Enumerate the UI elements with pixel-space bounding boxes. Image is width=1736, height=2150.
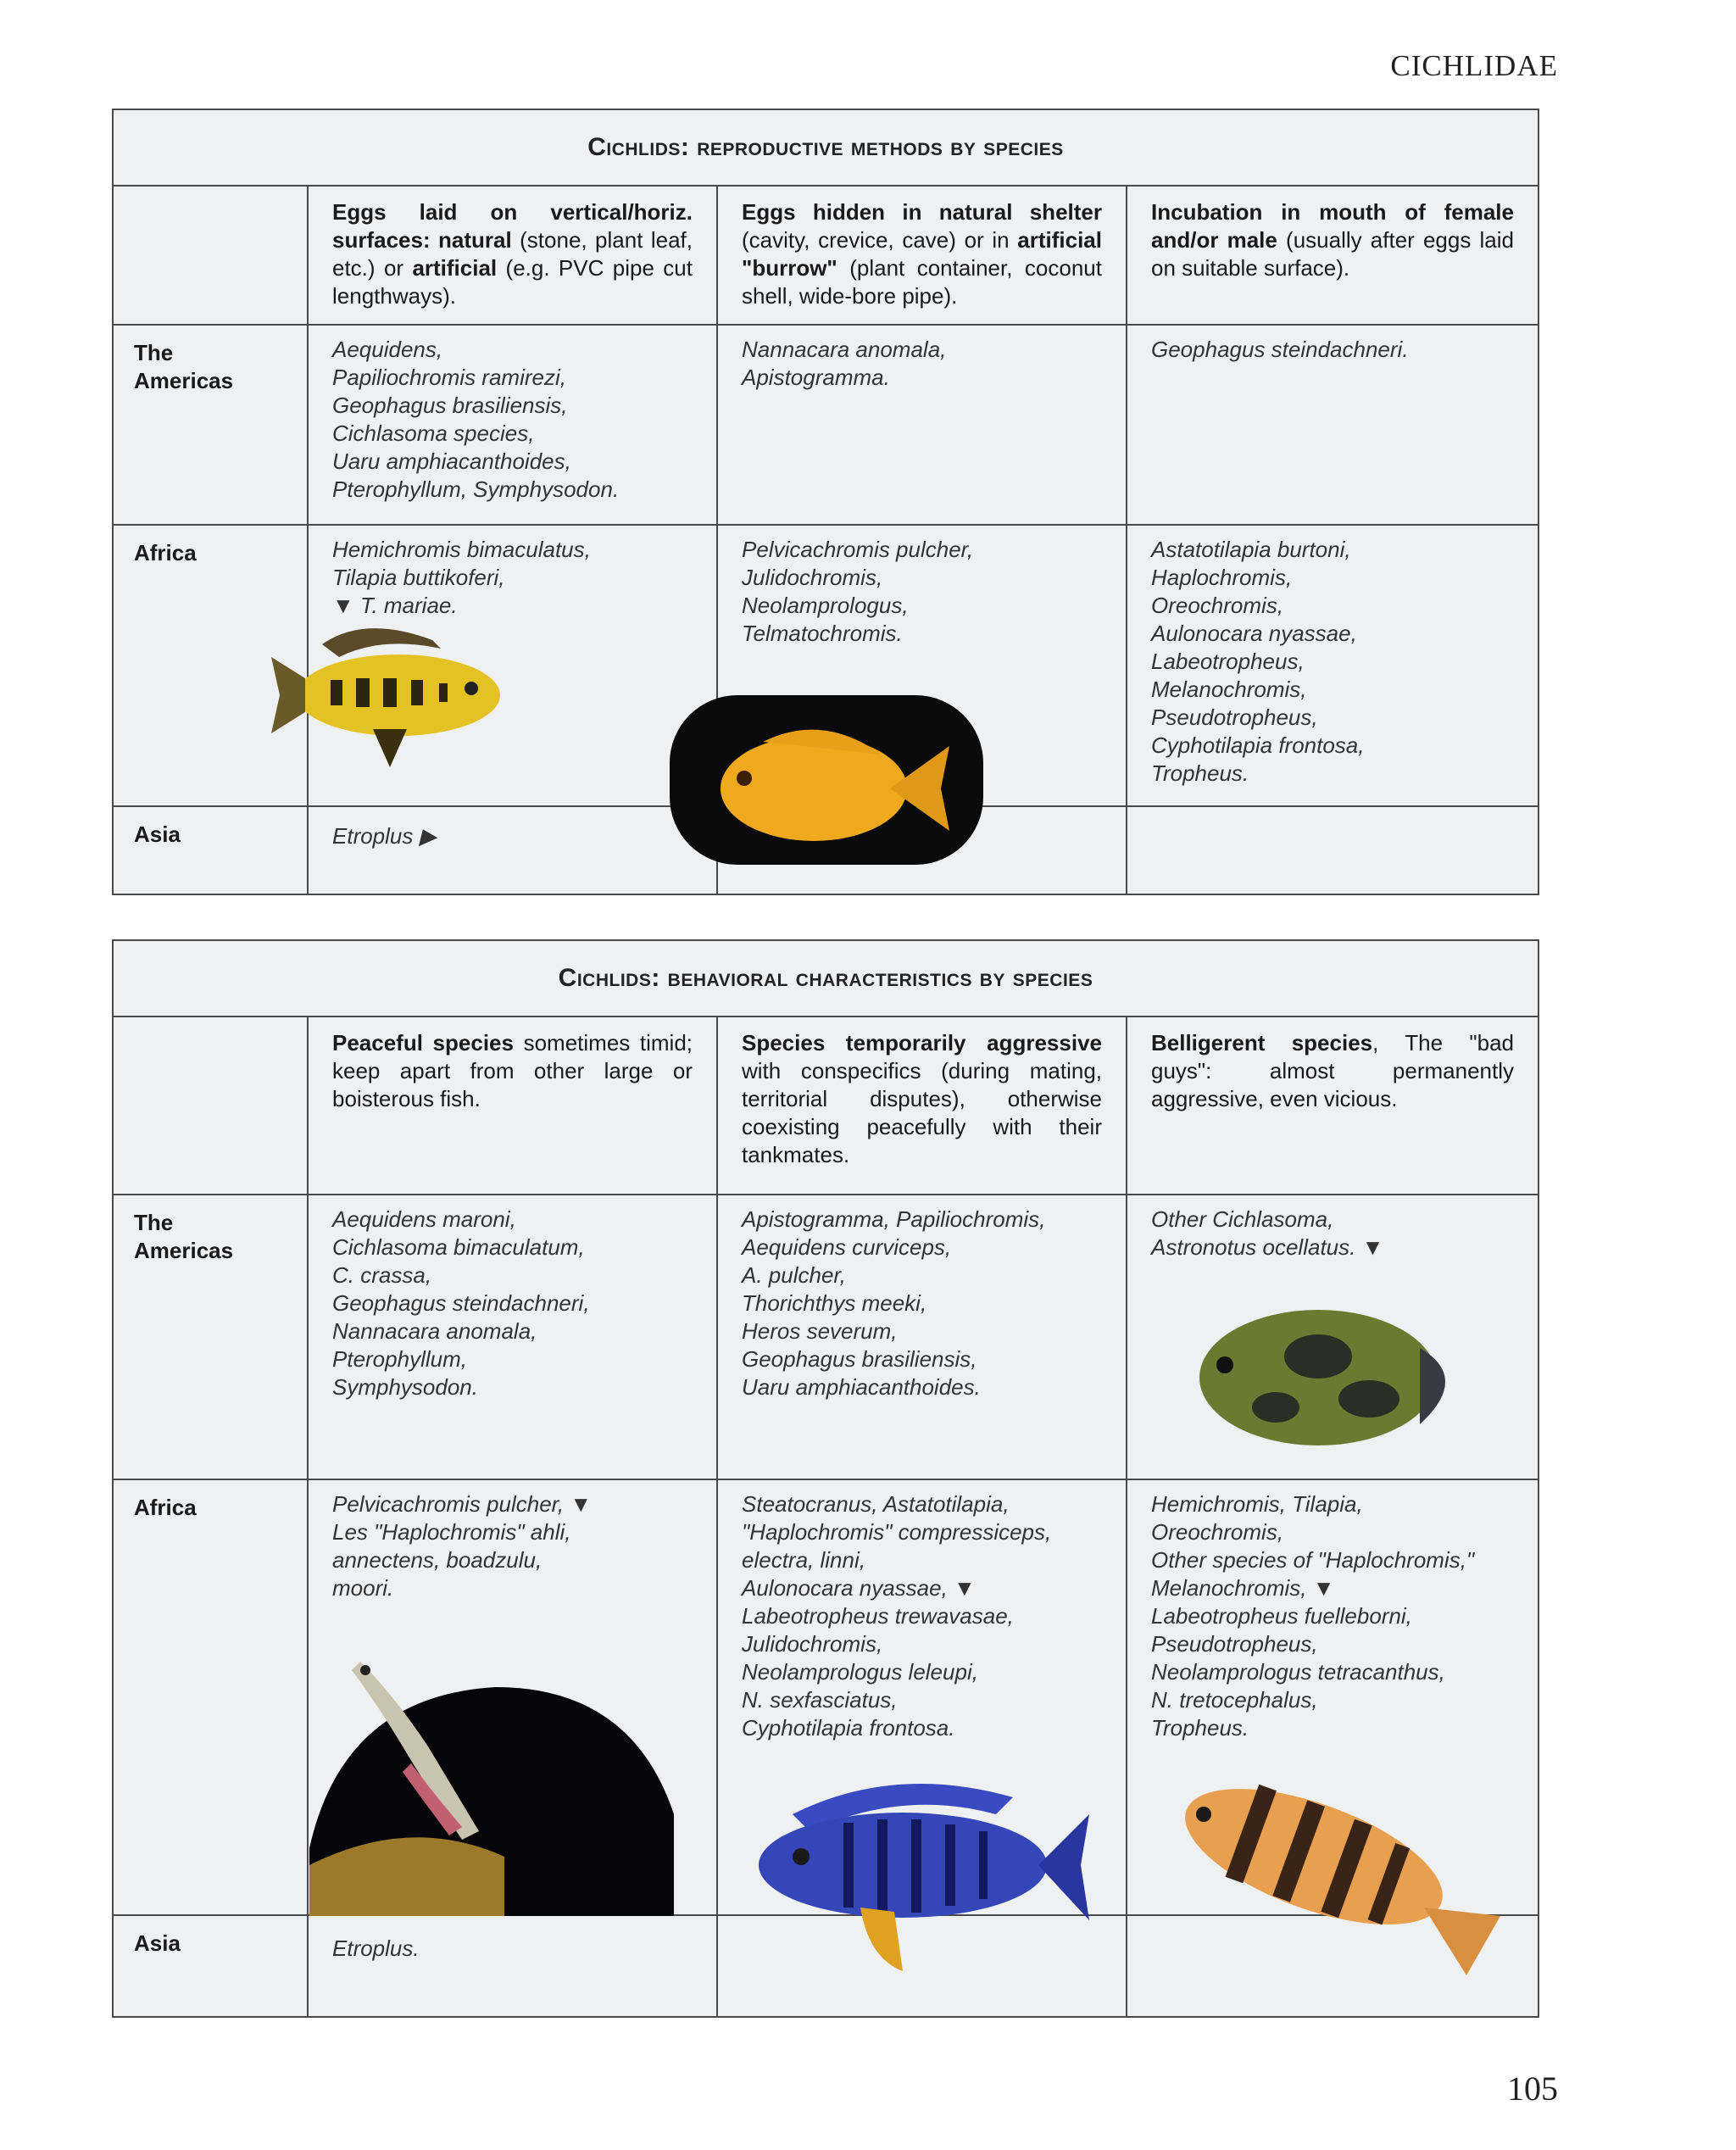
species-name: Oreochromis, bbox=[1151, 593, 1284, 618]
species-name: Astatotilapia burtoni, bbox=[1151, 537, 1351, 562]
region-label-line: Africa bbox=[134, 1495, 197, 1520]
species-list bbox=[309, 807, 718, 894]
species-name: Hemichromis bimaculatus, bbox=[332, 537, 591, 562]
species-list bbox=[309, 1195, 718, 1479]
species-name: N. tretocephalus, bbox=[1151, 1687, 1318, 1713]
species-name: Nannacara anomala, bbox=[742, 337, 947, 362]
region-label bbox=[114, 1916, 309, 2016]
region-label bbox=[114, 807, 309, 894]
species-name: Hemichromis, Tilapia, bbox=[1151, 1491, 1363, 1517]
species-name: Labeotropheus fuelleborni, bbox=[1151, 1603, 1412, 1629]
species-name: Tropheus. bbox=[1151, 760, 1249, 786]
species-list bbox=[309, 1916, 718, 2016]
species-name: Other Cichlasoma, bbox=[1151, 1206, 1334, 1232]
species-name: Thorichthys meeki, bbox=[742, 1290, 927, 1316]
species-name: Geophagus steindachneri, bbox=[332, 1290, 590, 1316]
species-name: Melanochromis, bbox=[1151, 677, 1307, 702]
species-name: Neolamprologus tetracanthus, bbox=[1151, 1659, 1445, 1685]
species-name: Other species of "Haplochromis," bbox=[1151, 1547, 1475, 1573]
species-name: Pelvicachromis pulcher, ▼ bbox=[332, 1491, 593, 1517]
region-label-line: The bbox=[134, 340, 174, 365]
species-name: Apistogramma. bbox=[742, 365, 890, 390]
region-label-line: Americas bbox=[134, 1238, 234, 1263]
species-name: Haplochromis, bbox=[1151, 565, 1293, 590]
blue-peacock-cichlid-photo bbox=[742, 1763, 1089, 1975]
tiger-striped-cichlid-photo bbox=[1170, 1746, 1500, 1984]
region-label-line: Americas bbox=[134, 368, 234, 393]
table-row bbox=[114, 326, 1538, 526]
header-cell-temporarily-aggressive: Species temporarily aggressive with conspecifics (during mating, territorial disputes), otherwise coexisting peacefully with their tankmates. bbox=[718, 1017, 1127, 1194]
species-name: Julidochromis, bbox=[742, 1631, 883, 1657]
species-name: C. crassa, bbox=[332, 1262, 432, 1288]
header-empty-cell bbox=[114, 1017, 309, 1194]
table-header-row bbox=[114, 1017, 1538, 1195]
species-name: Heros severum, bbox=[742, 1318, 898, 1344]
header-cell-shelter: Eggs hidden in natural shelter (cavity, crevice, cave) or in artificial "burrow" (plant container, coconut shell, wide-bore pipe). bbox=[718, 187, 1127, 324]
species-name: Cichlasoma bimaculatum, bbox=[332, 1234, 585, 1260]
species-name: Symphysodon. bbox=[332, 1374, 478, 1400]
species-list bbox=[309, 326, 718, 524]
species-name: Uaru amphiacanthoides, bbox=[332, 448, 571, 474]
species-name: Pterophyllum, Symphysodon. bbox=[332, 476, 620, 502]
species-name: Aulonocara nyassae, ▼ bbox=[742, 1575, 976, 1601]
species-name: Geophagus brasiliensis, bbox=[332, 393, 568, 418]
species-name: Telmatochromis. bbox=[742, 621, 903, 646]
species-name: ▼ T. mariae. bbox=[332, 593, 458, 618]
species-name: Julidochromis, bbox=[742, 565, 883, 590]
species-name: Etroplus ▶ bbox=[332, 823, 437, 849]
species-name: Astronotus ocellatus. ▼ bbox=[1151, 1234, 1384, 1260]
species-name: Pseudotropheus, bbox=[1151, 1631, 1318, 1657]
species-name: Tropheus. bbox=[1151, 1715, 1249, 1741]
oscar-cichlid-photo bbox=[1191, 1297, 1471, 1458]
species-name: Melanochromis, ▼ bbox=[1151, 1575, 1335, 1601]
species-name: Cichlasoma species, bbox=[332, 421, 535, 446]
species-name: electra, linni, bbox=[742, 1547, 865, 1573]
species-name: Nannacara anomala, bbox=[332, 1318, 537, 1344]
species-name: "Haplochromis" compressiceps, bbox=[742, 1519, 1052, 1545]
header-empty-cell bbox=[114, 187, 309, 324]
species-name: Cyphotilapia frontosa. bbox=[742, 1715, 955, 1741]
region-label bbox=[114, 326, 309, 524]
species-name: Pterophyllum, bbox=[332, 1346, 467, 1372]
species-name: Aequidens maroni, bbox=[332, 1206, 516, 1232]
header-cell-mouthbrooding: Incubation in mouth of female and/or male (usually after eggs laid on suitable surface). bbox=[1151, 199, 1514, 281]
species-name: Aequidens, bbox=[332, 337, 443, 362]
species-list bbox=[1127, 807, 1538, 894]
species-name: Pelvicachromis pulcher, bbox=[742, 537, 974, 562]
region-label bbox=[114, 1195, 309, 1479]
page-number: 105 bbox=[1507, 2069, 1558, 2108]
species-name: Labeotropheus trewavasae, bbox=[742, 1603, 1014, 1629]
table-title: Cichlids: behavioral characteristics by species bbox=[114, 941, 1538, 1017]
species-name: Uaru amphiacanthoides. bbox=[742, 1374, 981, 1400]
region-label bbox=[114, 1480, 309, 1914]
species-name: Les "Haplochromis" ahli, bbox=[332, 1519, 571, 1545]
species-name: Labeotropheus, bbox=[1151, 649, 1305, 674]
species-name: A. pulcher, bbox=[742, 1262, 846, 1288]
species-list bbox=[1127, 326, 1538, 524]
species-name: Papiliochromis ramirezi, bbox=[332, 365, 566, 390]
kribensis-cichlid-photo bbox=[309, 1645, 708, 1916]
yellow-barred-cichlid-photo bbox=[271, 610, 526, 771]
running-head: CICHLIDAE bbox=[1390, 49, 1558, 82]
species-name: Neolamprologus leleupi, bbox=[742, 1659, 978, 1685]
species-name: N. sexfasciatus, bbox=[742, 1687, 898, 1713]
species-name: Pseudotropheus, bbox=[1151, 705, 1318, 730]
header-cell-belligerent: Belligerent species, The "bad guys": almost permanently aggressive, even vicious. bbox=[1151, 1030, 1514, 1111]
species-name: annectens, boadzulu, bbox=[332, 1547, 542, 1573]
species-name: moori. bbox=[332, 1575, 394, 1601]
region-label-line: Asia bbox=[134, 1930, 181, 1956]
species-list bbox=[1127, 526, 1538, 805]
species-name: Geophagus steindachneri. bbox=[1151, 337, 1409, 362]
species-name: Geophagus brasiliensis, bbox=[742, 1346, 977, 1372]
species-name: Apistogramma, Papiliochromis, bbox=[742, 1206, 1046, 1232]
species-name: Steatocranus, Astatotilapia, bbox=[742, 1491, 1010, 1517]
table-title: Cichlids: reproductive methods by species bbox=[114, 110, 1538, 187]
header-cell-peaceful: Peaceful species sometimes timid; keep apart from other large or boisterous fish. bbox=[309, 1017, 718, 1194]
region-label-line: Africa bbox=[134, 540, 197, 565]
species-name: Tilapia buttikoferi, bbox=[332, 565, 505, 590]
table-header-row bbox=[114, 187, 1538, 326]
species-name: Aulonocara nyassae, bbox=[1151, 621, 1357, 646]
species-name: Neolamprologus, bbox=[742, 593, 909, 618]
species-list bbox=[718, 1195, 1127, 1479]
species-list bbox=[718, 326, 1127, 524]
species-name: Oreochromis, bbox=[1151, 1519, 1284, 1545]
species-name: Aequidens curviceps, bbox=[742, 1234, 952, 1260]
region-label-line: Asia bbox=[134, 822, 181, 847]
orange-cichlid-photo bbox=[670, 695, 983, 865]
header-cell-surfaces: Eggs laid on vertical/horiz. surfaces: natural (stone, plant leaf, etc.) or artificial (e.g. PVC pipe cut lengthways). bbox=[309, 187, 718, 324]
species-name: Etroplus. bbox=[332, 1936, 420, 1961]
region-label-line: The bbox=[134, 1210, 174, 1235]
species-name: Cyphotilapia frontosa, bbox=[1151, 732, 1365, 758]
